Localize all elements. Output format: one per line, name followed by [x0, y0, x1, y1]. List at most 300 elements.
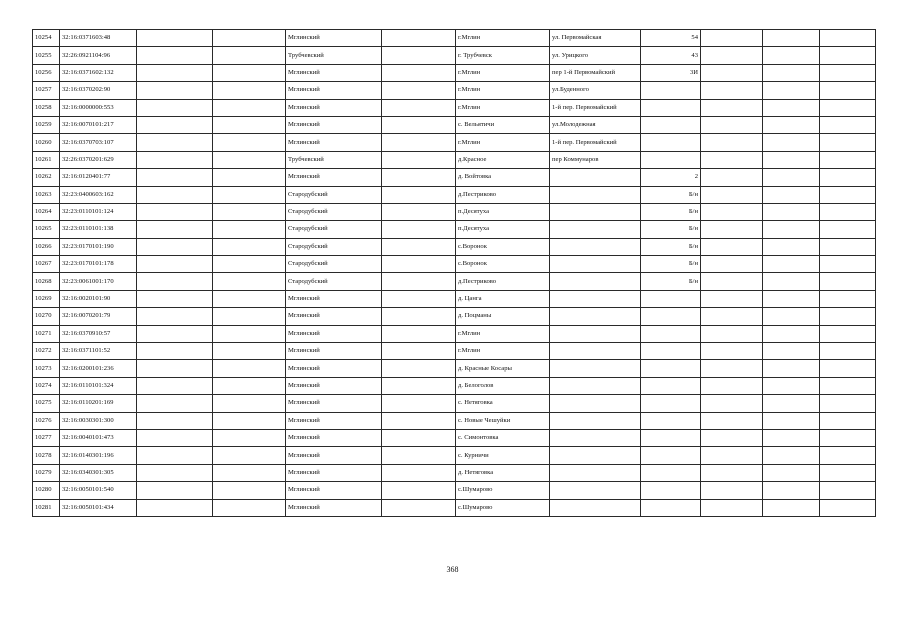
street-cell: пер 1-й Первомайский [550, 64, 641, 81]
district-cell: Мглинский [286, 116, 382, 133]
empty-cell [701, 134, 763, 151]
empty-cell [763, 429, 820, 446]
empty-cell [137, 290, 213, 307]
street-cell: ул. Урицкого [550, 47, 641, 64]
empty-cell [701, 290, 763, 307]
empty-cell [820, 30, 876, 47]
empty-cell [137, 47, 213, 64]
empty-cell [820, 412, 876, 429]
empty-cell [820, 99, 876, 116]
row-number-cell: 10277 [33, 429, 60, 446]
street-cell [550, 412, 641, 429]
row-number-cell: 10257 [33, 82, 60, 99]
empty-cell [213, 429, 286, 446]
empty-cell [701, 221, 763, 238]
empty-cell [137, 308, 213, 325]
district-cell: Трубчевский [286, 47, 382, 64]
empty-cell [763, 238, 820, 255]
cadastral-number-cell: 32:16:0070101:217 [60, 116, 137, 133]
locality-cell: г. Трубчевск [456, 47, 550, 64]
empty-cell [382, 238, 456, 255]
table-row [33, 203, 876, 220]
empty-cell [382, 169, 456, 186]
district-cell: Стародубский [286, 273, 382, 290]
district-cell: Мглинский [286, 482, 382, 499]
empty-cell [382, 116, 456, 133]
house-cell [641, 116, 701, 133]
district-cell: Стародубский [286, 186, 382, 203]
row-number-cell: 10262 [33, 169, 60, 186]
row-number-cell: 10265 [33, 221, 60, 238]
row-number-cell: 10258 [33, 99, 60, 116]
row-number-cell: 10271 [33, 325, 60, 342]
empty-cell [763, 186, 820, 203]
empty-cell [213, 360, 286, 377]
empty-cell [701, 47, 763, 64]
empty-cell [382, 429, 456, 446]
cadastral-number-cell: 32:23:0400603:162 [60, 186, 137, 203]
empty-cell [382, 482, 456, 499]
row-number-cell: 10272 [33, 343, 60, 360]
cadastral-number-cell: 32:16:0371602:132 [60, 64, 137, 81]
row-number-cell: 10254 [33, 30, 60, 47]
district-cell: Мглинский [286, 325, 382, 342]
empty-cell [213, 186, 286, 203]
empty-cell [820, 64, 876, 81]
street-cell: ул. Первомайская [550, 30, 641, 47]
house-cell: Б/н [641, 186, 701, 203]
street-cell [550, 499, 641, 516]
row-number-cell: 10259 [33, 116, 60, 133]
empty-cell [382, 47, 456, 64]
street-cell [550, 308, 641, 325]
empty-cell [763, 64, 820, 81]
row-number-cell: 10274 [33, 377, 60, 394]
street-cell [550, 290, 641, 307]
table-row [33, 412, 876, 429]
street-cell [550, 169, 641, 186]
house-cell: Б/н [641, 238, 701, 255]
empty-cell [820, 203, 876, 220]
table-row [33, 308, 876, 325]
row-number-cell: 10270 [33, 308, 60, 325]
empty-cell [382, 151, 456, 168]
empty-cell [213, 395, 286, 412]
locality-cell: с.Шумарово [456, 499, 550, 516]
empty-cell [763, 203, 820, 220]
empty-cell [701, 499, 763, 516]
table-row [33, 360, 876, 377]
empty-cell [763, 412, 820, 429]
locality-cell: г.Мглин [456, 99, 550, 116]
empty-cell [382, 203, 456, 220]
table-row [33, 47, 876, 64]
empty-cell [820, 134, 876, 151]
district-cell: Мглинский [286, 64, 382, 81]
empty-cell [820, 169, 876, 186]
empty-cell [137, 377, 213, 394]
house-cell [641, 395, 701, 412]
row-number-cell: 10275 [33, 395, 60, 412]
row-number-cell: 10255 [33, 47, 60, 64]
district-cell: Стародубский [286, 203, 382, 220]
street-cell [550, 447, 641, 464]
empty-cell [137, 360, 213, 377]
empty-cell [701, 238, 763, 255]
cadastral-number-cell: 32:16:0371603:48 [60, 30, 137, 47]
table-row [33, 169, 876, 186]
street-cell [550, 360, 641, 377]
empty-cell [820, 238, 876, 255]
street-cell: 1-й пер. Первомайский [550, 99, 641, 116]
empty-cell [382, 360, 456, 377]
street-cell [550, 429, 641, 446]
locality-cell: д.Пестриково [456, 273, 550, 290]
empty-cell [137, 238, 213, 255]
table-row [33, 82, 876, 99]
empty-cell [701, 99, 763, 116]
empty-cell [820, 325, 876, 342]
empty-cell [701, 377, 763, 394]
empty-cell [820, 273, 876, 290]
row-number-cell: 10264 [33, 203, 60, 220]
house-cell [641, 308, 701, 325]
empty-cell [701, 203, 763, 220]
empty-cell [137, 412, 213, 429]
district-cell: Мглинский [286, 308, 382, 325]
house-cell [641, 290, 701, 307]
empty-cell [213, 343, 286, 360]
empty-cell [213, 238, 286, 255]
house-cell [641, 447, 701, 464]
district-cell: Мглинский [286, 169, 382, 186]
empty-cell [137, 273, 213, 290]
empty-cell [820, 429, 876, 446]
cadastral-number-cell: 32:23:0110101:138 [60, 221, 137, 238]
empty-cell [382, 99, 456, 116]
empty-cell [763, 116, 820, 133]
empty-cell [382, 447, 456, 464]
cadastral-number-cell: 32:16:0200101:236 [60, 360, 137, 377]
street-cell [550, 482, 641, 499]
page-number: 368 [446, 565, 459, 574]
house-cell [641, 464, 701, 481]
empty-cell [137, 325, 213, 342]
empty-cell [701, 412, 763, 429]
locality-cell: г.Мглин [456, 325, 550, 342]
table-row [33, 325, 876, 342]
district-cell: Мглинский [286, 464, 382, 481]
empty-cell [763, 499, 820, 516]
empty-cell [820, 151, 876, 168]
empty-cell [382, 256, 456, 273]
empty-cell [137, 99, 213, 116]
empty-cell [701, 429, 763, 446]
empty-cell [382, 186, 456, 203]
house-cell: 43 [641, 47, 701, 64]
district-cell: Мглинский [286, 134, 382, 151]
empty-cell [382, 395, 456, 412]
empty-cell [382, 290, 456, 307]
empty-cell [213, 290, 286, 307]
district-cell: Мглинский [286, 343, 382, 360]
empty-cell [701, 30, 763, 47]
house-cell [641, 99, 701, 116]
empty-cell [701, 151, 763, 168]
empty-cell [137, 169, 213, 186]
empty-cell [213, 482, 286, 499]
empty-cell [213, 412, 286, 429]
empty-cell [213, 82, 286, 99]
house-cell [641, 325, 701, 342]
house-cell: 2 [641, 169, 701, 186]
locality-cell: г.Мглин [456, 134, 550, 151]
empty-cell [701, 482, 763, 499]
locality-cell: п.Десятуха [456, 221, 550, 238]
street-cell: ул.Молодежная [550, 116, 641, 133]
empty-cell [382, 343, 456, 360]
locality-cell: г.Мглин [456, 30, 550, 47]
locality-cell: с.Шумарово [456, 482, 550, 499]
locality-cell: с.Воронок [456, 238, 550, 255]
empty-cell [763, 273, 820, 290]
locality-cell: д.Красное [456, 151, 550, 168]
cadastral-number-cell: 32:16:0050101:434 [60, 499, 137, 516]
empty-cell [701, 360, 763, 377]
empty-cell [382, 377, 456, 394]
empty-cell [763, 151, 820, 168]
street-cell [550, 325, 641, 342]
district-cell: Мглинский [286, 360, 382, 377]
house-cell [641, 429, 701, 446]
empty-cell [820, 360, 876, 377]
empty-cell [213, 203, 286, 220]
empty-cell [763, 325, 820, 342]
row-number-cell: 10280 [33, 482, 60, 499]
empty-cell [213, 499, 286, 516]
empty-cell [137, 64, 213, 81]
empty-cell [701, 256, 763, 273]
empty-cell [213, 377, 286, 394]
empty-cell [137, 82, 213, 99]
empty-cell [213, 256, 286, 273]
street-cell [550, 256, 641, 273]
empty-cell [701, 395, 763, 412]
table-row [33, 273, 876, 290]
empty-cell [763, 447, 820, 464]
empty-cell [820, 82, 876, 99]
house-cell: Б/н [641, 203, 701, 220]
empty-cell [213, 134, 286, 151]
street-cell [550, 238, 641, 255]
empty-cell [820, 395, 876, 412]
cadastral-number-cell: 32:16:0120401:77 [60, 169, 137, 186]
empty-cell [763, 47, 820, 64]
house-cell [641, 134, 701, 151]
empty-cell [763, 482, 820, 499]
cadastral-number-cell: 32:16:0070201:79 [60, 308, 137, 325]
cadastral-number-cell: 32:16:0340301:305 [60, 464, 137, 481]
locality-cell: п.Десятуха [456, 203, 550, 220]
empty-cell [137, 116, 213, 133]
district-cell: Мглинский [286, 447, 382, 464]
house-cell [641, 412, 701, 429]
locality-cell: д.Пестриково [456, 186, 550, 203]
empty-cell [701, 169, 763, 186]
district-cell: Мглинский [286, 290, 382, 307]
empty-cell [701, 64, 763, 81]
row-number-cell: 10266 [33, 238, 60, 255]
row-number-cell: 10267 [33, 256, 60, 273]
empty-cell [213, 47, 286, 64]
empty-cell [213, 273, 286, 290]
table-row [33, 447, 876, 464]
empty-cell [213, 151, 286, 168]
table-row [33, 256, 876, 273]
cadastral-number-cell: 32:16:0040101:473 [60, 429, 137, 446]
district-cell: Мглинский [286, 30, 382, 47]
row-number-cell: 10273 [33, 360, 60, 377]
empty-cell [763, 169, 820, 186]
table-row [33, 395, 876, 412]
street-cell [550, 203, 641, 220]
empty-cell [763, 464, 820, 481]
empty-cell [137, 134, 213, 151]
empty-cell [213, 64, 286, 81]
cadastral-number-cell: 32:16:0371101:52 [60, 343, 137, 360]
empty-cell [213, 169, 286, 186]
empty-cell [382, 412, 456, 429]
table-row [33, 30, 876, 47]
empty-cell [137, 256, 213, 273]
empty-cell [137, 395, 213, 412]
empty-cell [701, 273, 763, 290]
locality-cell: г.Мглин [456, 343, 550, 360]
street-cell: ул.Буденного [550, 82, 641, 99]
empty-cell [820, 47, 876, 64]
locality-cell: с. Курничи [456, 447, 550, 464]
row-number-cell: 10261 [33, 151, 60, 168]
empty-cell [213, 99, 286, 116]
district-cell: Мглинский [286, 499, 382, 516]
empty-cell [137, 464, 213, 481]
empty-cell [701, 325, 763, 342]
registry-table [32, 29, 876, 517]
row-number-cell: 10276 [33, 412, 60, 429]
empty-cell [701, 116, 763, 133]
house-cell: 54 [641, 30, 701, 47]
cadastral-number-cell: 32:16:0370202:90 [60, 82, 137, 99]
house-cell [641, 360, 701, 377]
empty-cell [382, 221, 456, 238]
house-cell: 3И [641, 64, 701, 81]
empty-cell [763, 256, 820, 273]
table-row [33, 464, 876, 481]
district-cell: Мглинский [286, 412, 382, 429]
table-row [33, 377, 876, 394]
street-cell [550, 273, 641, 290]
empty-cell [137, 186, 213, 203]
table-row [33, 116, 876, 133]
empty-cell [213, 308, 286, 325]
table-row [33, 499, 876, 516]
district-cell: Стародубский [286, 238, 382, 255]
street-cell: пер Коммунаров [550, 151, 641, 168]
street-cell [550, 395, 641, 412]
table-row [33, 238, 876, 255]
empty-cell [382, 325, 456, 342]
cadastral-number-cell: 32:16:0140301:196 [60, 447, 137, 464]
house-cell [641, 82, 701, 99]
empty-cell [763, 395, 820, 412]
table-row [33, 134, 876, 151]
empty-cell [701, 464, 763, 481]
empty-cell [213, 116, 286, 133]
table-row [33, 343, 876, 360]
street-cell [550, 343, 641, 360]
empty-cell [820, 482, 876, 499]
locality-cell: д. Красные Косары [456, 360, 550, 377]
empty-cell [763, 82, 820, 99]
empty-cell [763, 360, 820, 377]
house-cell: Б/н [641, 256, 701, 273]
empty-cell [701, 82, 763, 99]
row-number-cell: 10281 [33, 499, 60, 516]
district-cell: Мглинский [286, 395, 382, 412]
house-cell [641, 499, 701, 516]
empty-cell [137, 203, 213, 220]
empty-cell [213, 447, 286, 464]
empty-cell [763, 221, 820, 238]
cadastral-number-cell: 32:16:0000000:553 [60, 99, 137, 116]
empty-cell [701, 186, 763, 203]
empty-cell [382, 82, 456, 99]
locality-cell: д. Белоголов [456, 377, 550, 394]
table-row [33, 151, 876, 168]
empty-cell [820, 221, 876, 238]
row-number-cell: 10256 [33, 64, 60, 81]
house-cell: Б/н [641, 273, 701, 290]
empty-cell [763, 308, 820, 325]
empty-cell [382, 30, 456, 47]
locality-cell: с.Воронок [456, 256, 550, 273]
empty-cell [213, 221, 286, 238]
table-row [33, 99, 876, 116]
table-row [33, 221, 876, 238]
empty-cell [137, 482, 213, 499]
district-cell: Мглинский [286, 99, 382, 116]
registry-table-body [33, 30, 876, 517]
house-cell: Б/н [641, 221, 701, 238]
street-cell [550, 221, 641, 238]
district-cell: Стародубский [286, 221, 382, 238]
district-cell: Стародубский [286, 256, 382, 273]
empty-cell [820, 256, 876, 273]
row-number-cell: 10260 [33, 134, 60, 151]
empty-cell [213, 30, 286, 47]
cadastral-number-cell: 32:26:0370201:629 [60, 151, 137, 168]
empty-cell [137, 151, 213, 168]
street-cell [550, 464, 641, 481]
locality-cell: д. Нетяговка [456, 464, 550, 481]
locality-cell: г.Мглин [456, 82, 550, 99]
empty-cell [820, 186, 876, 203]
empty-cell [763, 134, 820, 151]
empty-cell [382, 64, 456, 81]
empty-cell [763, 99, 820, 116]
empty-cell [820, 499, 876, 516]
empty-cell [763, 290, 820, 307]
